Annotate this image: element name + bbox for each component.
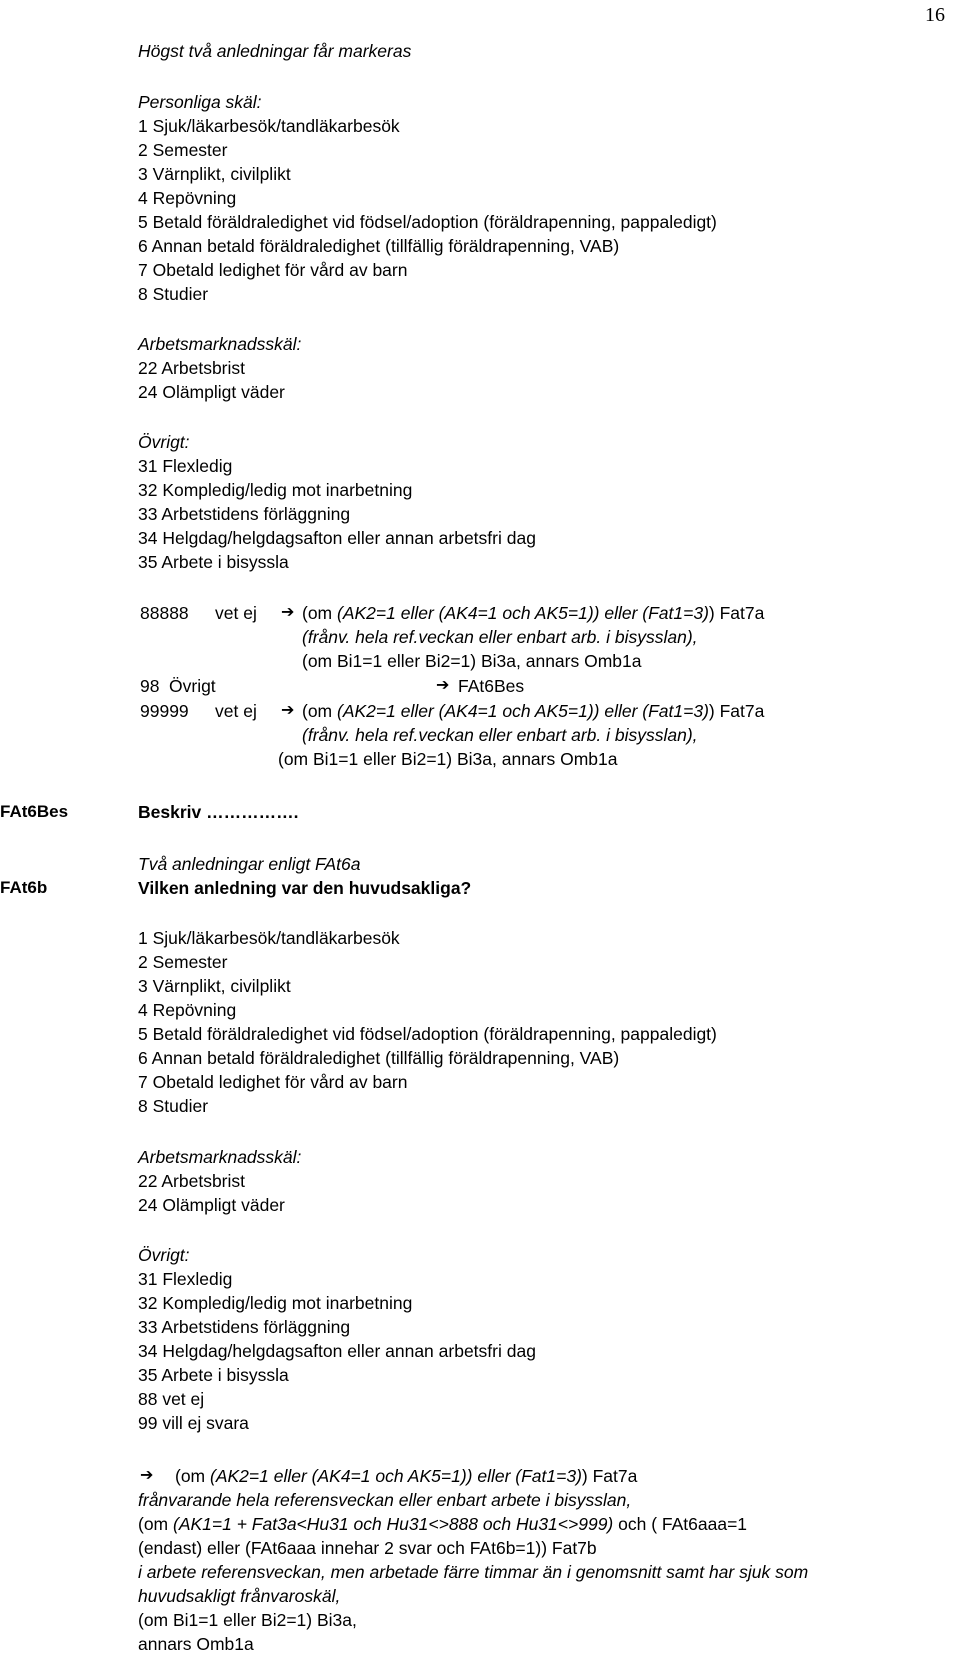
routing-88888-note: (frånv. hela ref.veckan eller enbart arb. i bisysslan), xyxy=(302,627,698,647)
answer-option-4: 4 Repövning xyxy=(138,1000,237,1020)
describe-field: Beskriv ……………. xyxy=(138,802,299,822)
answer-option-3: 3 Värnplikt, civilplikt xyxy=(138,164,291,184)
answer-option-35: 35 Arbete i bisyssla xyxy=(138,1365,289,1385)
question-condition: Två anledningar enligt FAt6a xyxy=(138,854,361,874)
personal-reasons-heading: Personliga skäl: xyxy=(138,92,262,112)
routing-rule-fat7b-cont: (endast) eller (FAt6aaa innehar 2 svar och FAt6b=1)) Fat7b xyxy=(138,1538,597,1558)
answer-option-7: 7 Obetald ledighet för vård av barn xyxy=(138,1072,408,1092)
routing-98-code: 98 xyxy=(140,676,160,696)
arrow-right-icon: ➔ xyxy=(281,702,295,719)
answer-option-31: 31 Flexledig xyxy=(138,1269,233,1289)
answer-option-32: 32 Kompledig/ledig mot inarbetning xyxy=(138,480,413,500)
routing-98-target: FAt6Bes xyxy=(458,676,525,696)
routing-rule-fat7b: (om (AK1=1 + Fat3a<Hu31 och Hu31<>888 och Hu31<>999) och ( FAt6aaa=1 xyxy=(138,1514,748,1534)
routing-88888-label: vet ej xyxy=(215,603,257,623)
answer-option-88: 88 vet ej xyxy=(138,1389,205,1409)
answer-option-1: 1 Sjuk/läkarbesök/tandläkarbesök xyxy=(138,928,400,948)
answer-option-22: 22 Arbetsbrist xyxy=(138,1171,245,1191)
answer-option-1: 1 Sjuk/läkarbesök/tandläkarbesök xyxy=(138,116,400,136)
answer-option-7: 7 Obetald ledighet för vård av barn xyxy=(138,260,408,280)
answer-option-2: 2 Semester xyxy=(138,952,228,972)
answer-option-34: 34 Helgdag/helgdagsafton eller annan arbetsfri dag xyxy=(138,528,536,548)
routing-rule-bi3a: (om Bi1=1 eller Bi2=1) Bi3a, xyxy=(138,1610,357,1630)
routing-note-fat7b-cont: huvudsakligt frånvaroskäl, xyxy=(138,1586,341,1606)
routing-rule-fat7a: (om (AK2=1 eller (AK4=1 och AK5=1)) eller (Fat1=3)) Fat7a xyxy=(175,1466,638,1486)
instruction-text: Högst två anledningar får markeras xyxy=(138,41,412,61)
other-heading: Övrigt: xyxy=(138,432,190,452)
answer-option-22: 22 Arbetsbrist xyxy=(138,358,245,378)
routing-88888-rule: (om (AK2=1 eller (AK4=1 och AK5=1)) eller (Fat1=3)) Fat7a xyxy=(302,603,765,623)
answer-option-33: 33 Arbetstidens förläggning xyxy=(138,504,351,524)
answer-option-8: 8 Studier xyxy=(138,1096,209,1116)
routing-88888-code: 88888 xyxy=(140,603,189,623)
answer-option-34: 34 Helgdag/helgdagsafton eller annan arbetsfri dag xyxy=(138,1341,536,1361)
answer-option-35: 35 Arbete i bisyssla xyxy=(138,552,289,572)
routing-99999-label: vet ej xyxy=(215,701,257,721)
answer-option-4: 4 Repövning xyxy=(138,188,237,208)
arrow-right-icon: ➔ xyxy=(436,677,450,694)
page-number: 16 xyxy=(925,4,945,26)
question-text: Vilken anledning var den huvudsakliga? xyxy=(138,878,472,898)
arrow-right-icon: ➔ xyxy=(281,604,295,621)
answer-option-32: 32 Kompledig/ledig mot inarbetning xyxy=(138,1293,413,1313)
routing-88888-else: (om Bi1=1 eller Bi2=1) Bi3a, annars Omb1a xyxy=(302,651,642,671)
answer-option-31: 31 Flexledig xyxy=(138,456,233,476)
routing-99999-note: (frånv. hela ref.veckan eller enbart arb. i bisysslan), xyxy=(302,725,698,745)
routing-99999-rule: (om (AK2=1 eller (AK4=1 och AK5=1)) eller (Fat1=3)) Fat7a xyxy=(302,701,765,721)
answer-option-5: 5 Betald föräldraledighet vid födsel/adoption (föräldrapenning, pappaledigt) xyxy=(138,212,717,232)
routing-note-fat7a: frånvarande hela referensveckan eller enbart arbete i bisysslan, xyxy=(138,1490,632,1510)
answer-option-24: 24 Olämpligt väder xyxy=(138,1195,285,1215)
answer-option-5: 5 Betald föräldraledighet vid födsel/adoption (föräldrapenning, pappaledigt) xyxy=(138,1024,717,1044)
labour-market-heading: Arbetsmarknadsskäl: xyxy=(138,334,302,354)
routing-else-omb1a: annars Omb1a xyxy=(138,1634,254,1654)
answer-option-99: 99 vill ej svara xyxy=(138,1413,249,1433)
answer-option-2: 2 Semester xyxy=(138,140,228,160)
arrow-right-icon: ➔ xyxy=(140,1467,154,1484)
routing-99999-code: 99999 xyxy=(140,701,189,721)
answer-option-33: 33 Arbetstidens förläggning xyxy=(138,1317,351,1337)
answer-option-8: 8 Studier xyxy=(138,284,209,304)
other-heading: Övrigt: xyxy=(138,1245,190,1265)
question-code-fat6bes: FAt6Bes xyxy=(0,802,69,821)
question-code-fat6b: FAt6b xyxy=(0,878,48,897)
answer-option-3: 3 Värnplikt, civilplikt xyxy=(138,976,291,996)
routing-99999-else: (om Bi1=1 eller Bi2=1) Bi3a, annars Omb1a xyxy=(278,749,618,769)
answer-option-24: 24 Olämpligt väder xyxy=(138,382,285,402)
answer-option-6: 6 Annan betald föräldraledighet (tillfällig föräldrapenning, VAB) xyxy=(138,1048,620,1068)
labour-market-heading: Arbetsmarknadsskäl: xyxy=(138,1147,302,1167)
answer-option-6: 6 Annan betald föräldraledighet (tillfällig föräldrapenning, VAB) xyxy=(138,236,620,256)
routing-98-label: Övrigt xyxy=(169,676,216,696)
routing-note-fat7b: i arbete referensveckan, men arbetade färre timmar än i genomsnitt samt har sjuk som xyxy=(138,1562,809,1582)
